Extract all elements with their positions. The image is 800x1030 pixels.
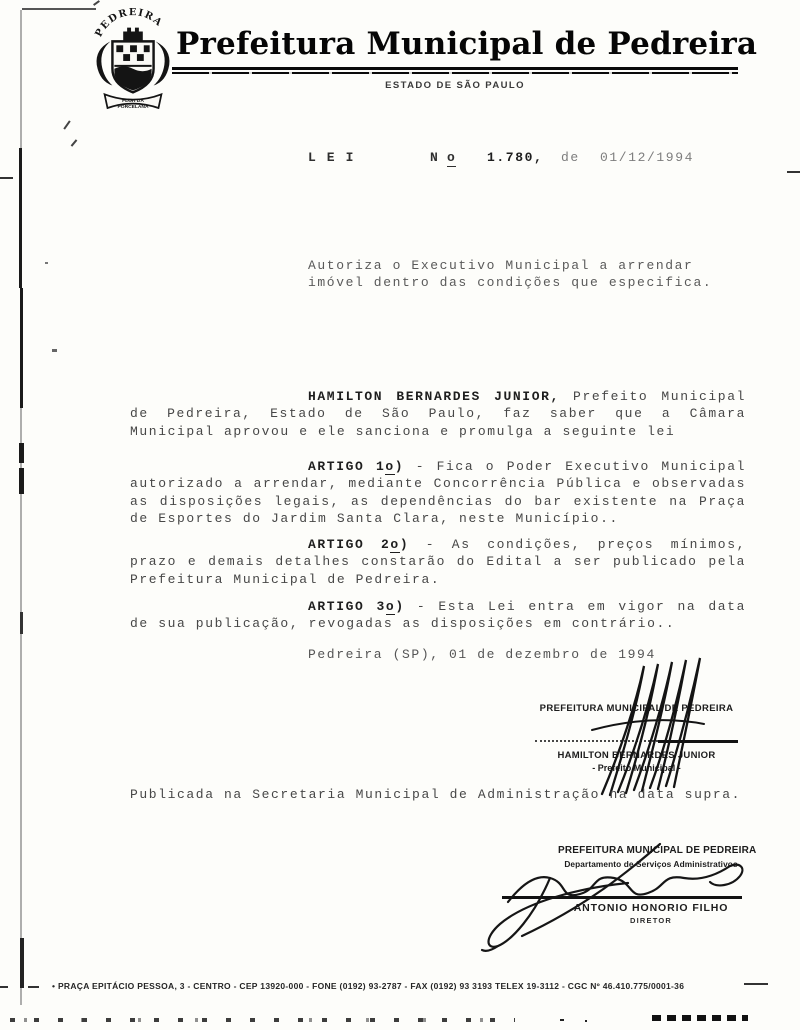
scan-artifact <box>93 0 100 6</box>
mayor-signature-org: PREFEITURA MUNICIPAL DE PEDREIRA <box>539 703 734 714</box>
preamble <box>130 388 746 440</box>
header-rule-top <box>172 67 738 70</box>
article-1-text: - Fica o Poder Executivo Municipal autorizado a arrendar, mediante Concorrência Pública e observadas as disposições legais, as dependências do bar existente na Praça de Esportes do Jardim Santa Clara, neste Município.. <box>130 459 746 527</box>
scan-artifact <box>787 171 800 173</box>
crest-top-text: PEDREIRA <box>93 7 165 39</box>
article-3 <box>130 598 746 633</box>
article-1-ordinal: o <box>385 459 395 474</box>
article-3-text: - Esta Lei entra em vigor na data de sua publicação, revogadas as disposições em contrário.. <box>130 599 746 632</box>
scan-artifact <box>20 288 23 408</box>
footer-left-dash <box>0 986 8 988</box>
mayor-name: HAMILTON BERNARDES JUNIOR <box>557 750 716 761</box>
law-number-line <box>0 149 800 167</box>
article-1-paren: ) <box>394 459 405 474</box>
publication-note: Publicada na Secretaria Municipal de Administração na data supra. <box>130 787 742 802</box>
scan-artifact <box>20 612 23 634</box>
scan-artifact <box>19 148 22 288</box>
crest-foliage-right <box>154 41 170 85</box>
scan-artifact <box>19 443 24 463</box>
crest-foliage-left <box>97 41 113 85</box>
scan-artifact <box>0 177 13 179</box>
footer-address <box>52 981 684 991</box>
scan-artifact <box>52 349 57 352</box>
scan-artifact <box>585 1020 587 1022</box>
mayor-name-inline: HAMILTON BERNARDES JUNIOR, <box>308 389 560 404</box>
crest-banner-line1: FLOR DA <box>122 99 144 105</box>
footer-dash <box>28 986 39 988</box>
director-signature-dept: Departamento de Serviços Administrativos <box>564 859 738 869</box>
scan-artifact <box>560 1019 564 1021</box>
mayor-signature-icon <box>582 652 732 802</box>
state-label: ESTADO DE SÃO PAULO <box>385 80 525 91</box>
article-3-paren: ) <box>395 599 405 614</box>
article-2-ordinal: o <box>390 537 400 552</box>
scan-noise-strip <box>10 1018 515 1022</box>
crest-crown <box>123 28 143 42</box>
ementa: Autoriza o Executivo Municipal a arrendar imóvel dentro das condições que especifica. <box>308 258 713 291</box>
footer-address-text: PRAÇA EPITÁCIO PESSOA, 3 - CENTRO - CEP 13920-000 - FONE (0192) 93-2787 - FAX (0192) 93 3193 TELEX 19-3112 - CGC Nº 46.410.775/0001-36 <box>57 981 685 991</box>
coat-of-arms-icon <box>84 6 182 112</box>
scan-artifact <box>71 139 78 146</box>
scan-artifact <box>63 120 70 129</box>
preamble-text: Prefeito Municipal de Pedreira, Estado de São Paulo, faz saber que a Câmara Municipal aprovou e ele sanciona e promulga a seguinte lei <box>130 389 746 439</box>
article-2 <box>130 536 746 588</box>
director-signature-org: PREFEITURA MUNICIPAL DE PEDREIRA <box>558 845 757 856</box>
scan-artifact <box>45 262 48 264</box>
director-role: DIRETOR <box>629 916 672 925</box>
footer-trailing-rule <box>744 983 768 985</box>
lei-label: L E I <box>308 150 356 165</box>
scan-artifact <box>19 468 24 494</box>
article-2-text: - As condições, preços mínimos, prazo e demais detalhes constarão do Edital a ser publicado pela Prefeitura Municipal de Pedreira. <box>130 537 746 587</box>
header-rule-bottom <box>172 72 738 74</box>
scan-noise-cluster <box>652 1015 748 1021</box>
director-signature-icon <box>478 838 758 958</box>
article-2-paren: ) <box>399 537 410 552</box>
footer-bullet: • <box>52 981 56 991</box>
lei-date: 01/12/1994 <box>600 150 695 165</box>
lei-de: de <box>561 150 580 165</box>
scan-artifact <box>20 938 24 988</box>
article-1-label: ARTIGO 1 <box>308 459 386 474</box>
mayor-role: - Prefeito Municipal - <box>592 763 681 773</box>
article-1 <box>130 458 746 528</box>
crest-banner-line2: PORCELANA <box>117 105 149 110</box>
page-title: Prefeitura Municipal de Pedreira <box>176 26 758 62</box>
dateline: Pedreira (SP), 01 de dezembro de 1994 <box>308 647 656 662</box>
lei-no-ordinal: o <box>447 149 456 167</box>
article-3-label: ARTIGO 3 <box>308 599 386 614</box>
lei-number: 1.780, <box>487 150 544 165</box>
article-3-ordinal: o <box>385 599 396 614</box>
article-2-label: ARTIGO 2 <box>308 537 391 552</box>
lei-no: N <box>430 150 440 165</box>
director-name: ANTONIO HONORIO FILHO <box>573 902 729 914</box>
